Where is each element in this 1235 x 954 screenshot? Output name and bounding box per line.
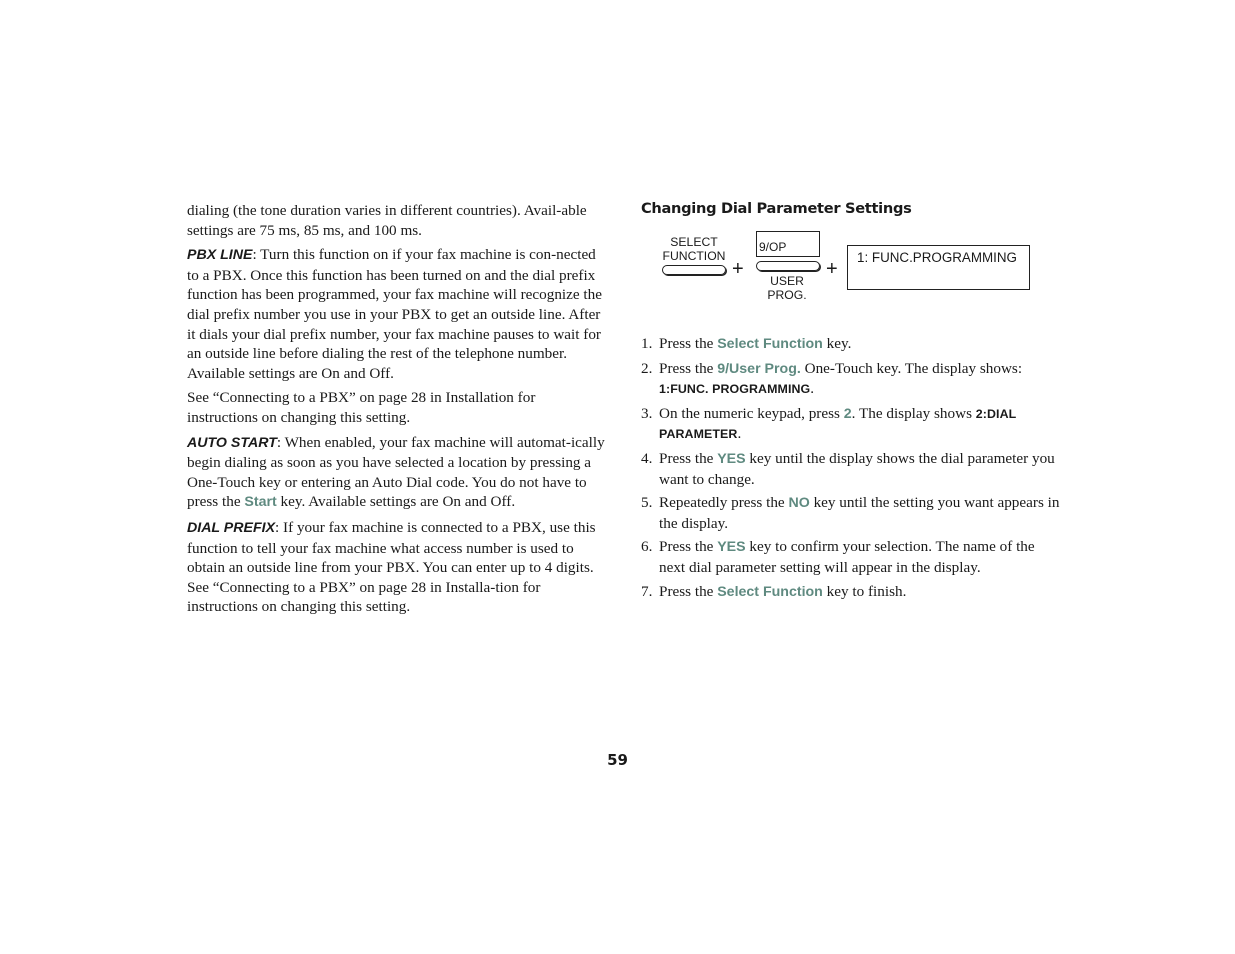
display-text: 2:DIAL PARAMETER <box>659 406 1017 442</box>
list-item <box>641 582 1061 603</box>
select-label-line2: FUNCTION <box>662 249 726 263</box>
dial-prefix-text: : If your fax machine is connected to a PBX, use this function to tell your fax machine what access number is used to obtain an outside line from your PBX. You can enter up to 4 digits. See “Connecting to a PBX” on page 28 in Installa-tion for instructions on changing this setting. <box>187 518 596 616</box>
step-text: Press the <box>659 449 718 467</box>
user-label-line1: USER <box>770 274 804 288</box>
display-text: 1:FUNC. PROGRAMMING <box>659 382 811 397</box>
dial-prefix-term: DIAL PREFIX <box>187 519 276 536</box>
step-text: Repeatedly press the <box>659 494 789 512</box>
user-prog-key-icon <box>756 261 820 271</box>
step-text: key until the display shows the dial parameter you want to change. <box>659 449 1055 488</box>
select-label-line1: SELECT <box>670 235 718 249</box>
key-sequence-diagram <box>641 232 1061 318</box>
key-name: 2 <box>843 405 852 422</box>
step-text: Press the <box>659 582 718 600</box>
key-name: YES <box>717 450 746 467</box>
plus-icon: + <box>826 258 838 280</box>
step-number: 2. <box>641 359 653 377</box>
auto-start-text-a: : When enabled, your fax machine will automat-ically begin dialing as soon as you have selected a location by pressing a One-Touch key or entering an Auto Dial code. You do not have to press the <box>187 433 605 511</box>
list-item <box>641 404 1061 445</box>
user-label-line2: PROG. <box>767 288 807 302</box>
right-column <box>641 199 1061 606</box>
step-text: key. <box>822 335 852 352</box>
step-number: 5. <box>641 494 653 512</box>
see-pbx-paragraph: See “Connecting to a PBX” on page 28 in Installation for instructions on changing this setting. <box>187 389 536 426</box>
step-text: Press the <box>659 335 718 352</box>
list-item <box>641 493 1061 533</box>
pbx-line-term: PBX LINE <box>187 247 253 264</box>
dial-prefix-paragraph <box>187 518 607 617</box>
list-item <box>641 449 1061 489</box>
key-name: NO <box>788 495 810 512</box>
start-key-name: Start <box>244 494 277 511</box>
left-column <box>187 201 607 622</box>
list-item <box>641 334 1061 355</box>
select-function-key-icon <box>662 265 726 275</box>
step-number: 4. <box>641 449 653 467</box>
intro-paragraph: dialing (the tone duration varies in different countries). Avail-able settings are 75 ms, 85 ms, and 100 ms. <box>187 202 587 239</box>
step-number: 1. <box>641 335 653 352</box>
lcd-display-box <box>847 245 1030 290</box>
step-number: 7. <box>641 582 653 600</box>
steps-list <box>641 334 1061 602</box>
lcd-display-text: 1: FUNC.PROGRAMMING <box>857 250 1017 265</box>
user-prog-label <box>753 274 821 302</box>
key-name: Select Function <box>717 583 823 600</box>
step-text: . <box>737 425 742 443</box>
one-touch-key-label-box <box>756 231 820 257</box>
step-number: 6. <box>641 538 653 556</box>
key-name: Select Function <box>717 336 823 352</box>
step-text: key to finish. <box>822 582 907 600</box>
page-number: 59 <box>607 751 628 769</box>
step-text: One-Touch key. The display shows: <box>800 359 1023 377</box>
step-text: Press the <box>659 359 718 377</box>
step-text: key until the setting you want appears in the display. <box>659 494 1060 532</box>
op-label: 9/OP <box>759 240 787 254</box>
step-text: . The display shows <box>851 404 976 422</box>
section-heading: Changing Dial Parameter Settings <box>641 200 912 217</box>
key-name: YES <box>717 539 746 556</box>
step-number: 3. <box>641 404 653 422</box>
list-item <box>641 359 1061 400</box>
plus-icon: + <box>732 258 744 280</box>
step-text: . <box>810 380 815 398</box>
auto-start-text-b: key. Available settings are On and Off. <box>276 493 516 511</box>
list-item <box>641 537 1061 577</box>
select-function-label <box>655 235 733 263</box>
pbx-line-paragraph <box>187 245 607 383</box>
step-text: key to confirm your selection. The name of the next dial parameter setting will appear in the display. <box>659 538 1035 576</box>
key-name: 9/User Prog. <box>717 360 801 377</box>
auto-start-paragraph <box>187 433 607 513</box>
auto-start-term: AUTO START <box>187 434 277 451</box>
pbx-line-text: : Turn this function on if your fax machine is con-nected to a PBX. Once this function has been turned on and the dial prefix function has been programmed, your fax machine will recognize the dial prefix number you use in your PBX to get an outside line. After it dials your dial prefix number, your fax machine pauses to wait for an outside line before dialing the rest of the telephone number. Available settings are On and Off. <box>187 246 602 382</box>
step-text: Press the <box>659 538 718 556</box>
step-text: On the numeric keypad, press <box>659 404 844 422</box>
